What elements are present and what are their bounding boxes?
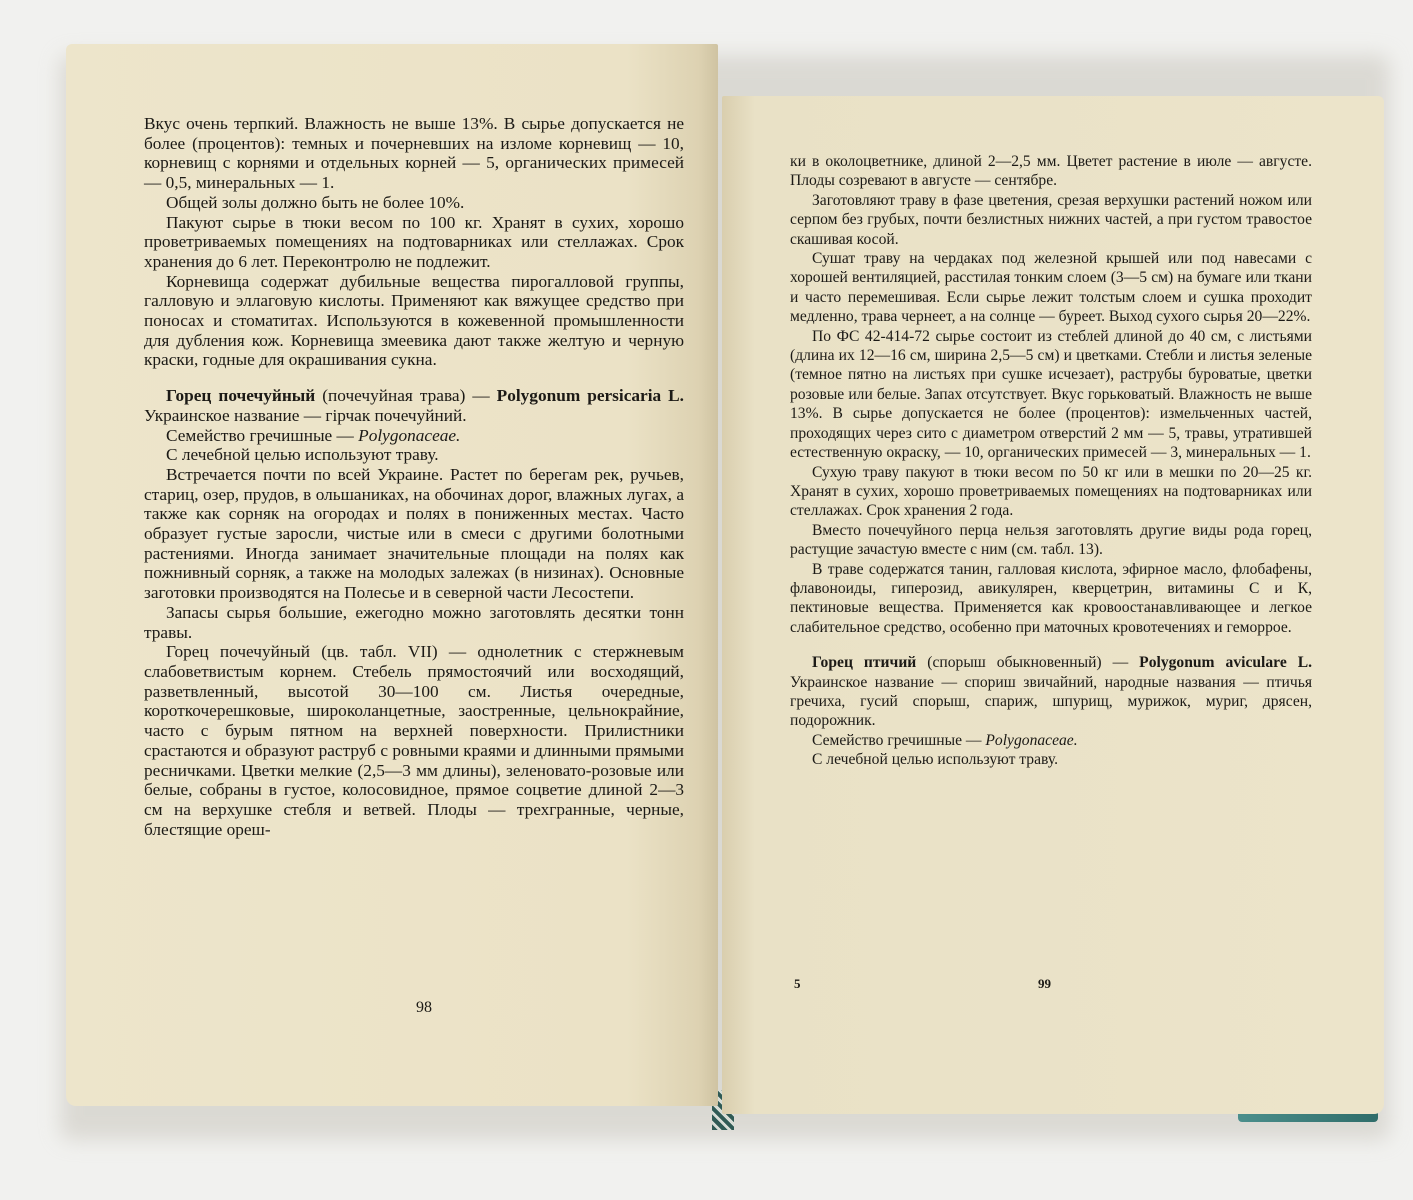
entry-family [144, 426, 684, 446]
left-page [66, 44, 718, 1106]
paragraph: Корневища содержат дубильные вещества пирогалловой группы, галловую и эллаговую кислоты. Применяют как вяжущее средство при поносах и стоматитах. Используются в кожевенной промышленности для дубления кож. Корневища змеевика дают также желтую и черную краски, годные для окрашивания сукна. [144, 271, 684, 370]
right-page-text [790, 152, 1312, 770]
family-latin: Polygonaceae. [358, 425, 461, 445]
paragraph: Пакуют сырье в тюки весом по 100 кг. Хранят в сухих, хорошо проветриваемых помещениях на подтоварниках или стеллажах. Срок хранения до 6 лет. Переконтролю не подлежит. [144, 212, 684, 271]
entry-use: С лечебной целью используют траву. [812, 751, 1058, 769]
paragraph: Встречается почти по всей Украине. Растет по берегам рек, ручьев, стариц, озер, прудов, в ольшаниках, на обочинах дорог, влажных лугах, а также как сорняк на огородах и полях в пониженных местах. Часто образует густые заросли, чистые или в смеси с другими болотными растениями. Иногда занимает значительные площади на полях как пожнивный сорняк, а также на молодых залежах (в низинах). Основные заготовки производятся на Полесье и в северной части Лесостепи. [144, 464, 684, 603]
paragraph: В траве содержатся танин, галловая кислота, эфирное масло, флобафены, флавоноиды, гиперозид, авикулярен, кверцетрин, витамины С и К, пектиновые вещества. Применяется как кровоостанавливающее и легкое слабительное средство, особенно при маточных кровотечениях и геморрое. [790, 560, 1312, 636]
paragraph: Заготовляют траву в фазе цветения, срезая верхушки растений ножом или серпом без грубых, почти безлистных нижних частей, а при густом травостое скашивая косой. [790, 191, 1312, 248]
entry-heading [790, 653, 1312, 731]
paragraph: Вместо почечуйного перца нельзя заготовлять другие виды рода горец, растущие зачастую вместе с ним (см. табл. 13). [790, 521, 1312, 559]
entry-family [790, 731, 1312, 750]
entry-ukr-name: Украинское название — спориш звичайний, народные названия — птичья гречиха, гусий спорыш, спариж, шпурищ, мурижок, муриг, дрясен, подорожник. [790, 673, 1312, 730]
entry-latin: Polygonum aviculare L. [1139, 654, 1313, 672]
signature-mark: 5 [794, 976, 801, 991]
entry-ukr-name: Украинское название — гірчак почечуйний. [144, 405, 467, 425]
paragraph: Запасы сырья большие, ежегодно можно заготовлять десятки тонн травы. [144, 602, 684, 642]
entry-latin: Polygonum persicaria L. [496, 386, 684, 406]
paragraph: Горец почечуйный (цв. табл. VII) — однолетник с стержневым слабоветвистым корнем. Стебель прямостоячий или восходящий, разветвленный, высотой 30—100 см. Листья очередные, короткочерешковые, широколанцетные, заостренные, цельнокрайние, часто с бурым пятном на верхней поверхности. Прилистники срастаются и образуют раструб с ровными краями и длинными прямыми ресничками. Цветки мелкие (2,5—3 мм длины), зеленовато-розовые или белые, собраны в густое, колосовидное, прямое соцветие длиной 2—3 см на верхушке стебля и ветвей. Плоды — трехгранные, черные, блестящие ореш- [144, 642, 684, 839]
right-page [722, 96, 1384, 1114]
family-label: Семейство гречишные — [166, 425, 354, 445]
paragraph: ки в околоцветнике, длиной 2—2,5 мм. Цветет растение в июле — августе. Плоды созревают в августе — сентябре. [790, 153, 1312, 190]
entry-use: С лечебной целью используют траву. [166, 445, 439, 465]
page-number: 99 [1038, 976, 1051, 991]
left-page-text [144, 114, 684, 839]
family-label: Семейство гречишные — [812, 731, 982, 749]
paragraph: Общей золы должно быть не более 10%. [166, 192, 465, 212]
paragraph: Сухую траву пакуют в тюки весом по 50 кг или в мешки по 20—25 кг. Хранят в сухих, хорошо проветриваемых помещениях на подтоварниках или стеллажах. Срок хранения 2 года. [790, 463, 1312, 520]
page-number: 98 [416, 999, 432, 1016]
entry-alt-name: (спорыш обыкновенный) — [927, 654, 1129, 672]
paragraph: По ФС 42-414-72 сырье состоит из стеблей длиной до 40 см, с листьями (длина их 12—16 см, ширина 2,5—5 см) и цветками. Стебли и листья зеленые (темное пятно на листьях при сушке исчезает), раструбы буроватые, цветки розовые или белые. Запах отсутствует. Вкус горьковатый. Влажность не выше 13%. В сырье допускается не более (процентов): измельченных частей, проходящих через сито с диаметром отверстий 2 мм — 5, травы, утратившей естественную окраску, — 10, органических примесей — 3, минеральных — 1. [790, 327, 1312, 462]
paragraph: Вкус очень терпкий. Влажность не выше 13%. В сырье допускается не более (процентов): темных и почерневших на изломе корневищ — 10, корневищ с корнями и отдельных корней — 5, органических примесей — 0,5, минеральных — 1. [144, 114, 684, 193]
entry-heading [144, 386, 684, 425]
entry-title: Горец птичий [812, 654, 917, 672]
family-latin: Polygonaceae. [985, 731, 1078, 749]
entry-alt-name: (почечуйная трава) — [322, 386, 490, 406]
entry-title: Горец почечуйный [166, 386, 316, 406]
paragraph: Сушат траву на чердаках под железной крышей или под навесами с хорошей вентиляцией, расстилая тонким слоем (3—5 см) на бумаге или ткани и часто перемешивая. Если сырье лежит толстым слоем и сушка проходит медленно, трава чернеет, а на солнце — буреет. Выход сухого сырья 20—22%. [790, 250, 1312, 326]
